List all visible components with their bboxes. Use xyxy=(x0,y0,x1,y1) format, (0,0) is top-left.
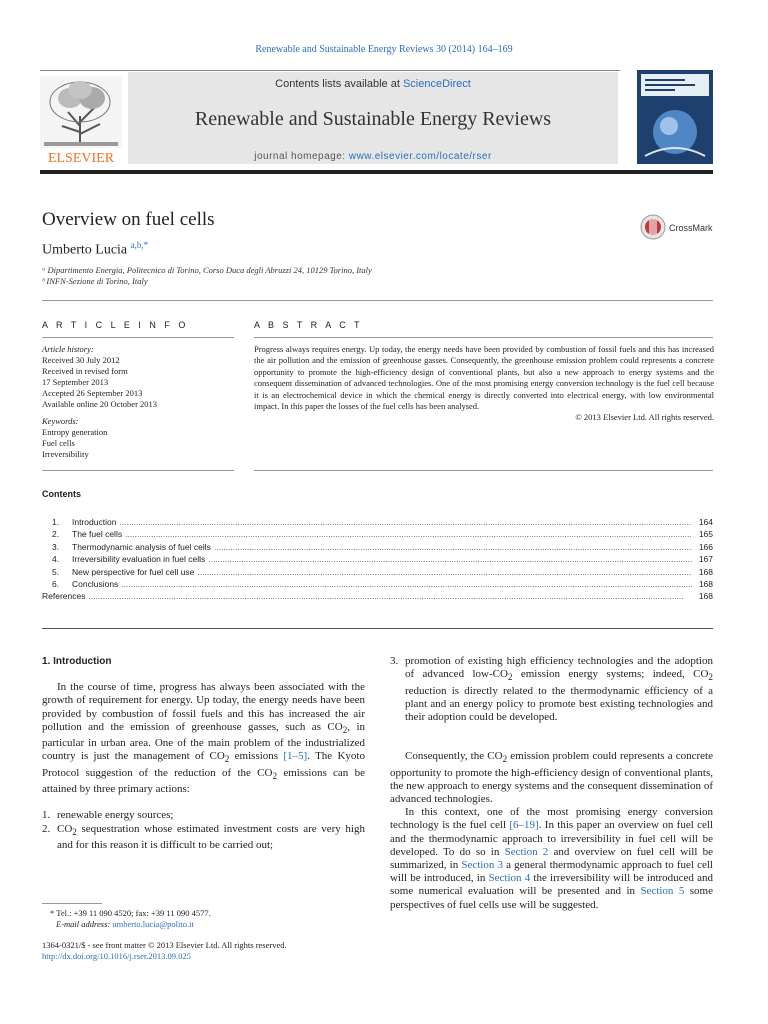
section-2-link[interactable]: Section 2 xyxy=(504,845,549,858)
publisher-name: ELSEVIER xyxy=(47,151,115,166)
section-3-link[interactable]: Section 3 xyxy=(461,859,503,872)
citation-link[interactable]: [1–5] xyxy=(283,750,308,763)
journal-cover-image[interactable] xyxy=(637,70,713,164)
header-heavy-rule xyxy=(40,170,713,174)
table-of-contents xyxy=(42,516,713,603)
list-item: 3. promotion of existing high efficiency technologies and the adoption of advanced low-$CO_2$ emission energy systems; indeed, $CO_2$ reduction is directly related to the thermodynamic efficiency of a plant and an energy policy to promote best existing technologies and their adoption could be developed. xyxy=(390,655,713,723)
list-item: 2. $CO_2$ sequestration whose estimated investment costs are very high and for this reason it is difficult to be carried out; xyxy=(42,822,365,851)
homepage-link[interactable]: www.elsevier.com/locate/rser xyxy=(348,151,492,162)
section-5-link[interactable]: Section 5 xyxy=(640,885,685,898)
affiliation-a: ᵃ Dipartimento Energia, Politecnico di Torino, Corso Duca degli Abruzzi 24, 10129 Torino, Italy xyxy=(42,265,372,275)
contents-available: Contents lists available at ScienceDirect xyxy=(275,78,471,90)
history-label: Article history: xyxy=(42,344,94,354)
toc-item[interactable]: 1. Introduction ..... 164 xyxy=(52,516,713,528)
elsevier-tree-logo xyxy=(40,76,122,166)
divider xyxy=(42,300,713,301)
divider xyxy=(254,470,713,471)
keyword: Fuel cells xyxy=(42,438,75,448)
toc-item[interactable]: 5. New perspective for fuel cell use ..... 168 xyxy=(52,566,713,578)
crossmark-icon[interactable] xyxy=(640,213,720,241)
article-info-heading: A R T I C L E I N F O xyxy=(42,320,189,330)
divider xyxy=(254,337,713,338)
citation-link[interactable]: [6–19] xyxy=(509,819,539,832)
toc-item[interactable]: 3. Thermodynamic analysis of fuel cells ..... 166 xyxy=(52,541,713,553)
journal-reference[interactable]: Renewable and Sustainable Energy Reviews 30 (2014) 164–169 xyxy=(255,44,513,55)
doi-link[interactable]: http://dx.doi.org/10.1016/j.rser.2013.09.025 xyxy=(42,951,191,961)
issn-line: 1364-0321/$ - see front matter © 2013 Elsevier Ltd. All rights reserved. xyxy=(42,940,287,950)
contents-title: Contents xyxy=(42,489,81,499)
header-rule xyxy=(40,70,620,71)
section-4-link[interactable]: Section 4 xyxy=(488,872,531,885)
footnote-rule xyxy=(42,903,102,904)
abstract-heading: A B S T R A C T xyxy=(254,320,363,330)
divider xyxy=(42,628,713,629)
body-paragraph: In this context, one of the most promising energy conversion technology is the fuel cell [6–19]. In this paper an overview on fuel cell and the thermodynamic approach to irreversibility in fuel cell will be developed. To do so in Section 2 and overview on fuel cell will be summarized, in Section 3 a general thermodynamic approach to fuel cell will be introduced, in Section 4 the irreversibility will be introduced and some numerical evaluation will be presented and in Section 5 some perspectives of fuel cells use will be suggested. xyxy=(390,806,713,911)
keywords-label: Keywords: xyxy=(42,416,79,426)
journal-homepage: journal homepage: www.elsevier.com/locate/rser xyxy=(254,151,492,162)
list-item: 1. renewable energy sources; xyxy=(42,809,174,822)
history-item: 17 September 2013 xyxy=(42,377,109,387)
abstract-text: Progress always requires energy. Up today, the energy needs have been provided by combustion of fossil fuels and this has increased the air pollution and the emission of greenhouse gasses. Consequently, the greenhouse emission problem could represents a concrete opportunity to promote the high-efficiency design of conventional plants, but also a new approach to energy systems and the consequent dissemination of advanced technologies. One of the most promising energy conversion technology is the fuel cell because it is an electrochemical device in which the chemical energy is directly converted into electrical energy, with low environmental impact. In this paper the losses of the fuel cells has been analysed. xyxy=(254,344,714,412)
author-affiliation-marks[interactable]: a,b,* xyxy=(130,240,149,250)
sciencedirect-link[interactable]: ScienceDirect xyxy=(402,78,471,90)
toc-item[interactable]: 2. The fuel cells ..... 165 xyxy=(52,528,713,540)
history-item: Accepted 26 September 2013 xyxy=(42,388,143,398)
history-item: Received in revised form xyxy=(42,366,128,376)
journal-title: Renewable and Sustainable Energy Reviews xyxy=(194,108,552,130)
contact-line: * Tel.: +39 11 090 4520; fax: +39 11 090 4577. xyxy=(50,908,211,918)
body-paragraph: Consequently, the $CO_2$ emission problem could represents a concrete opportunity to promote the high-efficiency design of conventional plants, the new approach to energy systems and the consequent dissemination of advanced technologies. xyxy=(390,750,713,805)
affiliation-b: ᵇ INFN-Sezione di Torino, Italy xyxy=(42,276,148,286)
issn-block xyxy=(42,940,372,962)
crossmark-label: CrossMark xyxy=(669,223,713,233)
abstract-body xyxy=(254,344,714,424)
toc-item[interactable]: 6. Conclusions ..... 168 xyxy=(52,578,713,590)
footnote: * Tel.: +39 11 090 4520; fax: +39 11 090 4577. E-mail address: umberto.lucia@polito.it xyxy=(42,908,372,930)
right-column xyxy=(390,655,713,912)
article-title: Overview on fuel cells xyxy=(42,209,215,230)
divider xyxy=(42,337,234,338)
toc-references[interactable]: References ..... 168 xyxy=(42,590,713,602)
keyword: Entropy generation xyxy=(42,427,108,437)
divider xyxy=(42,470,234,471)
author-name: Umberto Lucia $^{a,b,*}$ xyxy=(42,240,149,258)
intro-paragraph: In the course of time, progress has always been associated with the growth of requirement for energy. Up today, the energy needs have been provided by combustion of fossil fuels and this has increased the air pollution and the emission of greenhouse gasses, such as $CO_2$, in particular in urban area. One of the main problem of the industrialized country is just the management of $CO_2$ emissions [1–5]. The Kyoto Protocol suggestion of the reduction of the $CO_2$ emissions can be attained by three primary actions: xyxy=(42,681,365,796)
copyright: © 2013 Elsevier Ltd. All rights reserved. xyxy=(575,412,714,423)
keyword: Irreversibility xyxy=(42,449,89,459)
email-link[interactable]: umberto.lucia@polito.it xyxy=(112,919,194,929)
history-item: Available online 20 October 2013 xyxy=(42,399,158,409)
section-heading-introduction: 1. Introduction xyxy=(42,656,112,667)
left-column xyxy=(42,655,365,852)
toc-item[interactable]: 4. Irreversibility evaluation in fuel cells ..... 167 xyxy=(52,553,713,565)
article-info xyxy=(42,344,222,460)
history-item: Received 30 July 2012 xyxy=(42,355,120,365)
